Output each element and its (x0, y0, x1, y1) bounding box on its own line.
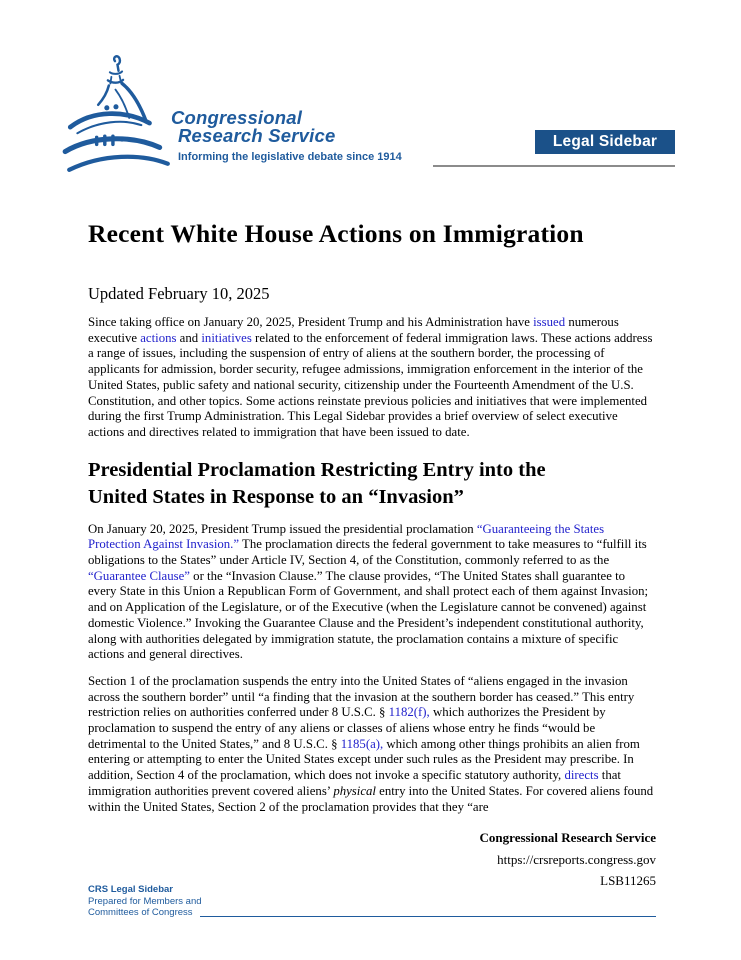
section-heading-line1: Presidential Proclamation Restricting Entry into the (88, 458, 546, 481)
footer-crs-url[interactable]: https://crsreports.congress.gov (497, 851, 656, 867)
logo-tagline: Informing the legislative debate since 1914 (178, 151, 402, 163)
section-heading-line2: United States in Response to an “Invasion” (88, 485, 464, 508)
text-run: or the “Invasion Clause.” The clause provides, “The United States shall guarantee to every State in this Union a Republican Form of Government, and shall protect each of them against Invasion; and on Application of the Legislature, or of the Executive (when the Legislature cannot be convened) against domestic Violence.” Invoking the Guarantee Clause and the President’s independent constitutional authority, along with authorities delegated by immigration statute, the proclamation contains a mixture of specific actions and general directives. (88, 568, 649, 662)
footer-org-name: Congressional Research Service (479, 830, 656, 846)
text-link[interactable]: 1182(f), (388, 705, 430, 720)
text-link[interactable]: directs (564, 768, 599, 783)
document-body (88, 219, 656, 892)
header-divider-rule (433, 165, 675, 167)
document-header (0, 0, 741, 195)
legal-sidebar-badge: Legal Sidebar (535, 130, 675, 154)
crs-logo-wordmark (171, 109, 335, 145)
section1-paragraph (88, 674, 656, 815)
text-link[interactable]: 1185(a), (340, 736, 384, 751)
text-run: and (176, 330, 202, 345)
logo-line2: Research Service (178, 125, 336, 146)
text-run: The proclamation directs the federal government to take measures to “fulfill its obligations to the States” under Article IV, Section 4, of the Constitution, commonly referred to as the (88, 537, 647, 568)
footer-left-line2: Prepared for Members and (88, 895, 202, 907)
updated-date: Updated February 10, 2025 (88, 284, 270, 303)
text-run: which authorizes the President by proclamation to suspend the entry of any aliens or classes of aliens whose entry he finds “would be detrimental to the United States,” and 8 U.S.C. § (88, 705, 606, 751)
text-run: that immigration authorities prevent covered aliens’ (88, 768, 621, 798)
page-title: Recent White House Actions on Immigration (88, 219, 584, 248)
text-run: physical (333, 783, 376, 798)
text-link[interactable]: initiatives (201, 330, 252, 345)
document-footer-left (88, 884, 656, 919)
text-run: entry into the United States. For covered aliens found within the United States, Section 2 of the proclamation provides that they “are (88, 783, 654, 814)
intro-paragraph (88, 315, 656, 441)
text-run: Since taking office on January 20, 2025, President Trump and his Administration have (88, 315, 534, 329)
text-link[interactable]: issued (533, 315, 566, 329)
document-footer-right (88, 827, 656, 892)
text-run: which among other things prohibits an alien from entering or attempting to enter the United States except under such rules as the President may prescribe. In addition, Section 4 of the proclamation, which does not invoke a specific statutory authority, (88, 736, 640, 783)
text-run: Section 1 of the proclamation suspends the entry into the United States of “aliens engaged in the invasion across the southern border” until “a finding that the invasion at the southern border has ceased.” This entry restriction relies on authorities conferred under 8 U.S.C. § (88, 673, 635, 720)
text-run: On January 20, 2025, President Trump issued the presidential proclamation (88, 521, 477, 536)
footer-left-line3: Committees of Congress (88, 907, 193, 918)
logo-line1: Congressional (171, 107, 303, 128)
footer-doc-id: LSB11265 (600, 873, 656, 889)
footer-left-rule (200, 916, 656, 917)
text-link[interactable]: “Guaranteeing the States Protection Against Invasion.” (88, 521, 605, 552)
text-run: numerous executive (88, 315, 619, 345)
footer-left-title: CRS Legal Sidebar (88, 884, 173, 895)
text-link[interactable]: actions (140, 330, 177, 345)
proclamation-paragraph (88, 522, 656, 663)
capitol-dome-icon (60, 54, 176, 182)
text-run: related to the enforcement of federal immigration laws. These actions address a range of issues, including the suspension of entry of aliens at the southern border, the processing of applicants for admission, border security, refugee admissions, immigration enforcement in the interior of the United States, public safety and national security, citizenship under the Fourteenth Amendment of the U.S. Constitution, and other topics. Some actions reinstate previous policies and initiatives that were implemented during the first Trump Administration. This Legal Sidebar provides a brief overview of select executive actions and directives related to immigration that have been issued to date. (88, 330, 653, 439)
section-heading-proclamation (88, 457, 656, 511)
text-link[interactable]: “Guarantee Clause” (88, 568, 190, 583)
